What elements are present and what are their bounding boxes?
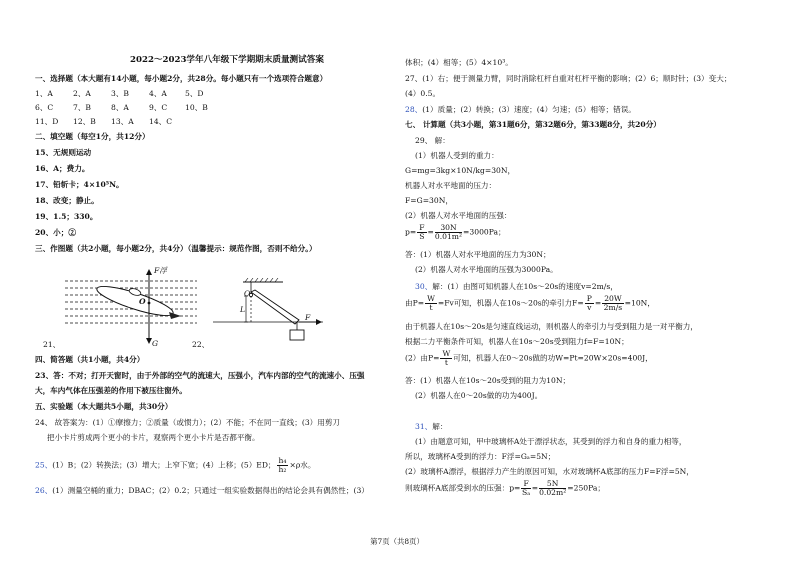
formula-fraction [585,295,594,312]
mc-answer: 2、A [73,89,91,98]
page-title: 2022～2023学年八年级下学期期末质量测试答案 [130,55,324,65]
formula-fraction [539,480,566,497]
section-5-heading: 五、实验题（本大题共5小题，共30分） [35,402,173,411]
section-2-heading: 二、填空题（每空1分，共12分） [35,132,150,141]
formula-prefix: 则玻璃杯A底部受到水的压强：p= [405,483,521,493]
mc-answer: 5、D [185,89,204,98]
mc-answer: 13、A [111,117,134,126]
frac-denominator: Sₐ [522,488,531,497]
answer-30-line2 [405,295,655,312]
q25-text: (1）B；(2）转换法；(3）增大；上窄下宽；(4）上移；(5）ED； [52,460,276,470]
frac-denominator: 2m/s [603,303,623,312]
answer-25 [35,457,315,474]
fig22-force-label: F [305,313,311,322]
answer-27-line1: 27、(1）右；便于测量力臂，同时消除杠杆自重对杠杆平衡的影响；(2）6；顺时针；(3）变大； [405,74,732,83]
answer-29-step4: F=G=30N， [405,196,453,205]
formula-fraction [435,224,462,241]
q31-text: 解： [432,422,448,431]
fig21-number: 21、 [43,340,61,349]
mc-answer: 6、C [35,103,54,112]
frac-denominator: S [419,232,425,241]
answer-26 [35,485,369,496]
answer-30-conclusion1: 答：(1）机器人在10s～20s受到的阻力为10N； [405,376,571,385]
mc-answer: 3、B [111,89,130,98]
frac-numerator: 30N [435,224,462,233]
formula-prefix: p= [405,227,417,237]
answer-20: 20、小；② [35,228,76,237]
frac-numerator: W [427,294,435,303]
mc-answer: 14、C [149,117,173,126]
answer-19: 19、1.5；330。 [35,212,98,221]
frac-numerator: F [523,479,529,488]
formula-tail: 可知，机器人在0～20s做的功W=Pt=20W×20s=400J， [453,353,653,363]
answer-29-pressure-formula [405,224,506,241]
answer-31-step3: (2）玻璃杯A漂浮，根据浮力产生的原因可知，水对玻璃杯A底部的压力F=F浮=5N， [405,467,694,476]
q25-frac-numerator: h₄ [278,456,287,465]
frac-denominator: t [429,303,433,312]
frac-numerator: P [586,294,592,303]
mc-answer: 7、B [73,103,92,112]
answer-24-line2: 把小卡片剪成两个更小的卡片，观察两个更小卡片是否都平衡。 [47,433,260,442]
formula-tail: =3000Pa； [463,227,506,237]
q26-text: (1）测量空桶的重力；DBAC；(2）0.2；只通过一组实验数据得出的结论会具有偶然性；(3） [52,486,369,495]
q30-text: 解：(1）由图可知机器人在10s～20s的速度v=2m/s， [432,282,618,291]
q28-text: (1）质量；(2）转换；(3）速度；(4）匀速；(5）相等；错误。 [422,105,636,114]
q30-number: 30、 [415,282,433,291]
answer-18: 18、改变；静止。 [35,196,99,205]
frac-numerator: F [419,223,425,232]
fig22-arm-label: L [240,305,246,314]
formula-fraction [602,295,623,312]
mc-answer: 4、A [149,89,167,98]
answer-26-cont: 体积；(4）相等；(5）4×10³。 [405,58,513,67]
answer-16: 16、A；费力。 [35,164,90,173]
answer-31-step4 [405,480,605,497]
answer-29-step5: (2）机器人对水平地面的压强： [405,211,512,220]
q25-fraction [277,457,289,474]
answer-29-step3: 机器人对水平地面的压力： [405,181,497,190]
formula-prefix: (2）由P= [405,353,440,363]
answer-29-step2: G=mg=3kg×10N/kg=30N， [405,166,516,175]
answer-31-head [415,421,447,432]
frac-denominator: t [444,358,448,367]
frac-numerator: 20W [604,294,622,303]
answer-27-line2: (4）0.5。 [405,89,441,98]
fig21-buoyancy-label: F浮 [154,266,167,275]
answer-30-line4: 根据二力平衡条件可知，机器人在10s～20s受到阻力f=F=10N； [405,337,629,346]
answer-31-step1: (1）由题意可知，甲中玻璃杯A处于漂浮状态，其受到的浮力和自身的重力相等， [415,437,687,446]
answer-30-line5 [405,350,653,367]
answer-29-conclusion1: 答：(1）机器人对水平地面的压力为30N； [405,250,551,259]
fig22-number: 22、 [192,340,210,349]
frac-denominator: 0.02m² [539,488,567,497]
answer-29-step1: (1）机器人受到的重力： [415,151,499,160]
formula-fraction [521,480,530,497]
q25-tail: ×ρ水。 [289,460,316,470]
mc-answer: 1、A [35,89,53,98]
formula-tail: =10N， [624,298,655,308]
q31-number: 31、 [415,422,433,431]
formula-equals: = [594,298,602,308]
mc-answer: 8、A [111,103,129,112]
formula-fraction [425,295,437,312]
formula-fraction [440,350,452,367]
section-1-heading: 一、选择题（本大题有14小题，每小题2分，共28分。每小题只有一个选项符合题意） [35,74,328,83]
answer-17: 17、铅斩卡；4×10⁵N。 [35,180,124,189]
fig21-gravity-label: G [152,339,159,348]
section-7-heading: 七、 计算题（共3小题，第31题6分，第32题6分，第33题8分，共20分） [405,120,661,129]
answer-15: 15、无规则运动 [35,148,92,157]
frac-numerator: 5N [539,480,566,489]
formula-equals: = [531,483,539,493]
answer-28 [405,104,636,115]
section-4-heading: 四、简答题（共1小题，共4分） [35,355,145,364]
mc-answer: 10、B [185,103,208,112]
frac-denominator: 0.01m² [434,232,463,241]
mc-answer: 12、B [73,117,96,126]
mc-answer: 11、D [35,117,59,126]
answer-23-line2: 大，车内气体在压强差的作用下被压往窗外。 [35,386,187,395]
q25-number: 25、 [35,460,53,470]
page-footer: 第7页（共8页） [370,537,424,546]
q28-number: 28、 [405,105,423,114]
q25-frac-denominator: h₂ [278,465,287,474]
fig22-fulcrum-label: O [244,289,251,298]
answer-30-conclusion2: (2）机器人在0～20s做的功为400J。 [415,391,543,400]
frac-denominator: v [587,303,592,312]
formula-prefix: 由P= [405,298,425,308]
fig21-center-label: O [139,297,146,306]
formula-equals: = [427,227,434,237]
formula-tail: =250Pa； [567,483,605,493]
answer-29-head: 29、 解： [415,136,450,145]
answer-30-line1 [415,281,618,292]
answer-23-line1: 23、答：不对；打开天窗时，由于外部的空气的流速大，压强小，汽车内部的空气的流速小、压强 [35,371,365,380]
answer-30-line3: 由于机器人在10s～20s是匀速直线运动，则机器人的牵引力与受到阻力是一对平衡力， [405,322,698,331]
q26-number: 26、 [35,486,53,495]
section-3-heading: 三、作图题（共2小题，每小题2分，共4分）（温馨提示：规范作图，否则不给分。） [35,244,317,253]
answer-24-line1: 24、 故答案为：(1）①摩擦力；②质量（或惯力）；(2）不能；不在同一直线；(3）用剪刀 [35,418,341,427]
answer-31-step2: 所以，玻璃杯A受到的浮力：F浮=Gₐ=5N； [405,452,556,461]
frac-numerator: W [442,349,451,358]
answer-29-conclusion2: (2）机器人对水平地面的压强为3000Pa。 [415,265,558,274]
formula-fraction [417,224,426,241]
figure-21-buoyancy-diagram [65,268,197,348]
mc-answer: 9、C [149,103,168,112]
formula-middle: =Fv可知，机器人在10s～20s的牵引力F= [437,298,584,308]
